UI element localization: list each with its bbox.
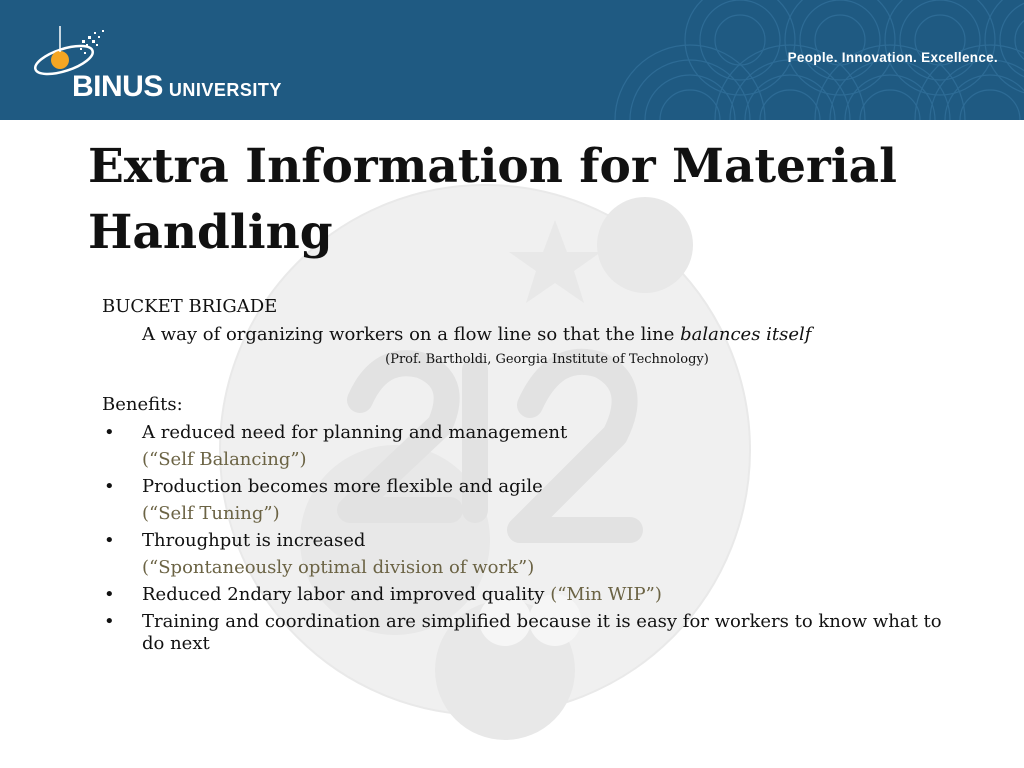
benefit-note: (“Spontaneously optimal division of work”) <box>142 557 535 578</box>
slide-title: Extra Information for Material Handling <box>88 139 897 260</box>
benefits-heading: Benefits: <box>102 394 183 415</box>
benefit-note: (“Self Balancing”) <box>142 449 307 470</box>
list-item <box>102 530 952 579</box>
citation: (Prof. Bartholdi, Georgia Institute of Technology) <box>385 352 709 367</box>
definition-plain: A way of organizing workers on a flow line so that the line <box>142 324 681 345</box>
benefit-note: (“Self Tuning”) <box>142 503 280 524</box>
bullet-icon: • <box>104 422 115 443</box>
benefit-text: Production becomes more flexible and agile <box>142 476 543 497</box>
benefit-text: Reduced 2ndary labor and improved quality <box>142 584 551 605</box>
benefit-text: Training and coordination are simplified because it is easy for workers to know what to do next <box>142 611 942 654</box>
tagline: People. Innovation. Excellence. <box>787 50 998 65</box>
list-item <box>102 611 952 655</box>
list-item <box>102 422 952 471</box>
benefit-note: (“Min WIP”) <box>550 584 662 605</box>
logo-brand-text: BINUS <box>72 70 163 103</box>
logo-suffix-text: UNIVERSITY <box>168 80 282 100</box>
definition-text <box>142 324 952 346</box>
binus-logo <box>24 22 324 104</box>
header-banner <box>0 0 1024 120</box>
section-heading: BUCKET BRIGADE <box>102 296 278 317</box>
bullet-icon: • <box>104 476 115 497</box>
benefit-text: Throughput is increased <box>142 530 366 551</box>
list-item <box>102 584 952 606</box>
bullet-icon: • <box>104 584 115 605</box>
definition-emphasis: balances itself <box>680 324 812 345</box>
slide-body <box>102 296 952 660</box>
logo-wordmark <box>72 70 282 104</box>
bullet-icon: • <box>104 611 115 632</box>
benefits-list <box>102 422 952 655</box>
bullet-icon: • <box>104 530 115 551</box>
benefit-text: A reduced need for planning and management <box>142 422 568 443</box>
list-item <box>102 476 952 525</box>
